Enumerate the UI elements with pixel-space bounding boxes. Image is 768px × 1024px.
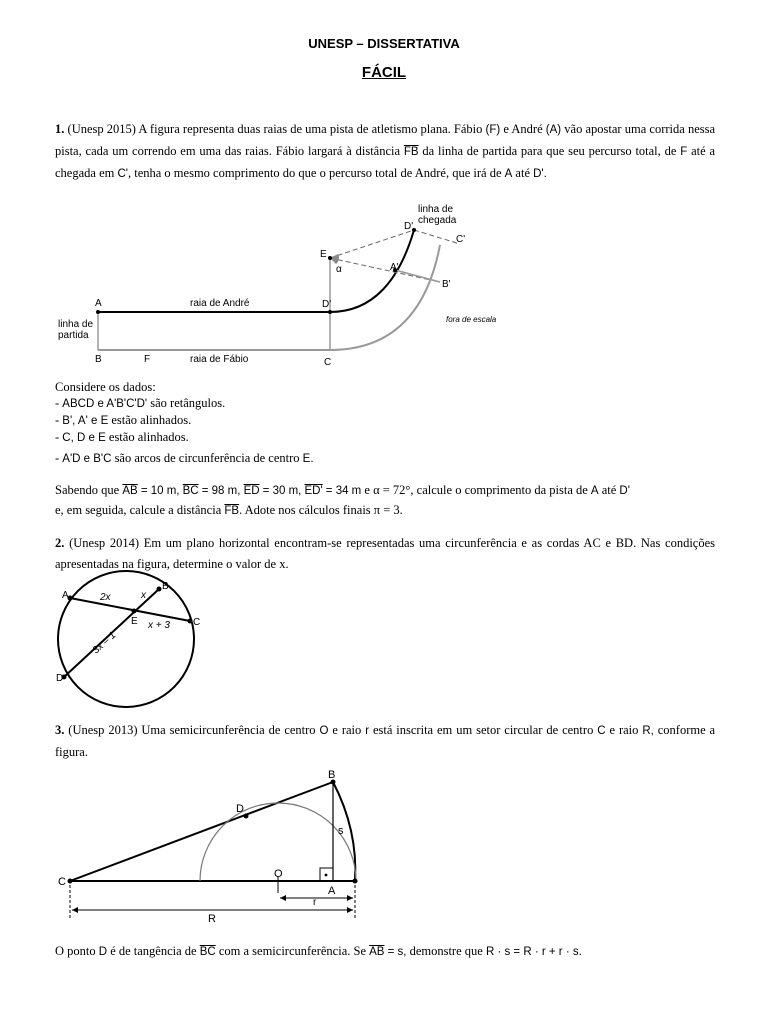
q1-data-item: - ABCD e A'B'C'D' são retângulos.	[55, 396, 226, 410]
svg-text:x + 3: x + 3	[148, 620, 170, 631]
q2-statement: 2. (Unesp 2014) Em um plano horizontal encontram-se representadas uma circunferência e as cordas AC e BD. Nas condições apresentadas na figura, determine o valor de x.	[55, 536, 716, 571]
svg-text:A: A	[62, 590, 69, 601]
andre-lane	[98, 230, 414, 312]
raia-fabio-label: raia de Fábio	[190, 354, 249, 365]
q1-considere: Considere os dados:	[55, 380, 156, 394]
linha-partida-2: partida	[58, 330, 89, 341]
svg-text:C: C	[193, 617, 201, 628]
q1-data-item: - C, D e E estão alinhados.	[55, 430, 189, 444]
linha-chegada-1: linha de	[418, 204, 454, 215]
fora-escala-label: fora de escala	[446, 315, 497, 324]
svg-text:r: r	[313, 897, 317, 908]
svg-text:x: x	[141, 590, 146, 601]
lbl-alpha: α	[336, 264, 342, 275]
circle-chords-figure	[55, 578, 215, 703]
q1-request: e, em seguida, calcule a distância $\overline{FB}$. Adote nos cálculos finais π = 3.	[55, 503, 403, 517]
svg-text:C: C	[58, 876, 66, 888]
q1-data-item: - B', A' e E estão alinhados.	[55, 413, 192, 427]
svg-text:B: B	[328, 769, 336, 781]
svg-text:A: A	[328, 885, 336, 897]
svg-text:D: D	[56, 673, 64, 684]
q1-number: 1.	[55, 122, 65, 136]
q1-given-values: Sabendo que $\overline{AB} = 10$ m, $\overline{BC} = 98$ m, $\overline{ED} = 30$ m, ED' = 34 m e α = 72°, calcule o comprimento da pista de A até D'	[55, 483, 630, 497]
lbl-aprime: A'	[390, 262, 399, 273]
svg-text:s: s	[338, 825, 344, 837]
q2-number: 2.	[55, 536, 65, 550]
document-header: UNESP – DISSERTATIVA	[308, 36, 460, 51]
q3-number: 3.	[55, 723, 65, 737]
sector-figure	[55, 765, 375, 930]
svg-text:E: E	[131, 616, 138, 627]
lbl-a: A	[95, 298, 102, 309]
difficulty-title: FÁCIL	[361, 64, 407, 81]
track-figure	[55, 195, 515, 370]
q3-statement: 3. (Unesp 2013) Uma semicircunferência de centro O e raio r está inscrita em um setor circular de centro C e raio R, conforme a figura.	[55, 723, 716, 759]
lbl-e: E	[320, 249, 327, 260]
q1-statement: 1. (Unesp 2015) A figura representa duas raias de uma pista de atletismo plana. Fábio (F) e André (A) vão apostar uma corrida nessa pista, cada um correndo em uma das raias. Fábio largará à distância $\overline{FB}$ da linha de partida para que seu percurso total, de F até a chegada em C', tenha o mesmo comprimento do que o percurso total de André, que irá de A até D'.	[55, 122, 716, 180]
svg-text:O: O	[274, 868, 283, 880]
svg-text:2x: 2x	[100, 592, 111, 603]
lbl-dprime: D'	[404, 221, 414, 232]
lbl-c: C	[324, 357, 332, 368]
raia-andre-label: raia de André	[190, 298, 250, 309]
lbl-d: D'	[322, 299, 332, 310]
lbl-cprime: C'	[456, 234, 466, 245]
q1-data-item: - A'D e B'C são arcos de circunferência de centro E.	[55, 451, 314, 465]
lbl-b: B	[95, 354, 102, 365]
linha-chegada-2: chegada	[418, 215, 457, 226]
svg-text:D: D	[236, 803, 244, 815]
svg-text:3x – 1: 3x – 1	[90, 629, 119, 657]
fabio-lane	[98, 245, 440, 350]
q3-final: O ponto D é de tangência de $\overline{BC}$ com a semicircunferência. Se $\overline{AB} = s$, demonstre que R · s = R · r + r · s.	[55, 944, 582, 958]
svg-text:B: B	[162, 581, 169, 592]
lbl-f: F	[144, 354, 151, 365]
linha-partida-1: linha de	[58, 319, 94, 330]
lbl-bprime: B'	[442, 279, 451, 290]
svg-text:R: R	[208, 913, 216, 925]
